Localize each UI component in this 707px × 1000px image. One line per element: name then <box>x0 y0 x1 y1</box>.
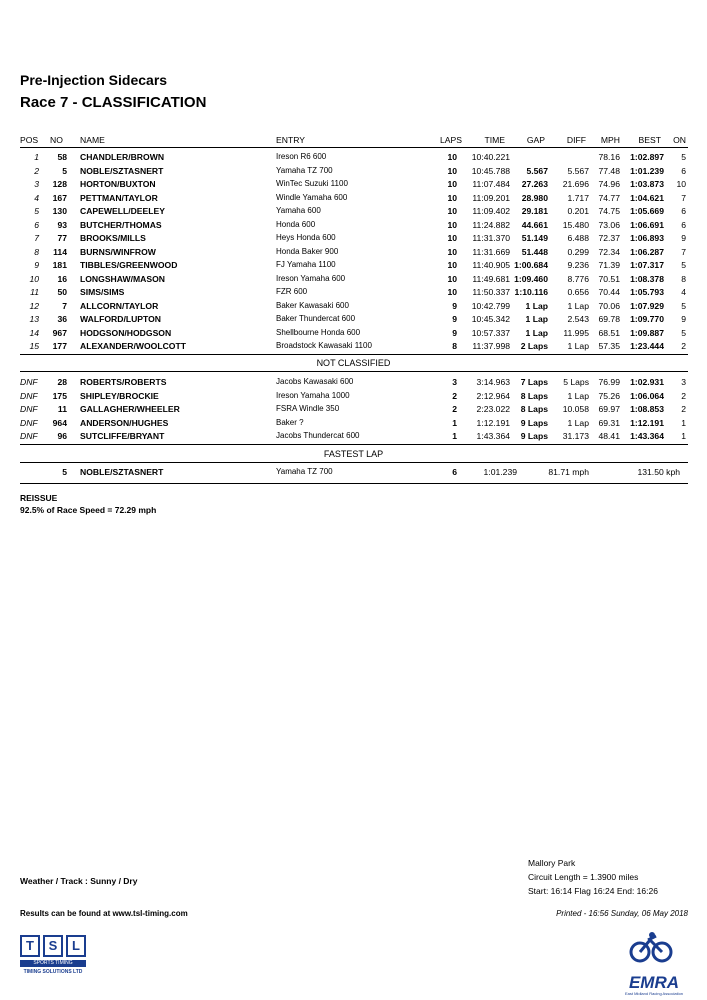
cell-gap: 7 Laps <box>520 377 548 387</box>
cell-diff: 5 Laps <box>563 377 589 387</box>
cell-on: 2 <box>681 341 686 351</box>
cell-mph: 48.41 <box>598 431 620 441</box>
table-row <box>0 418 707 431</box>
cell-on: 1 <box>681 417 686 428</box>
cell-no: 36 <box>57 314 67 324</box>
cell-gap: 8 Laps <box>520 390 548 401</box>
cell-entry: Shellbourne Honda 600 <box>276 327 361 337</box>
cell-best: 1:04.621 <box>630 192 664 203</box>
cell-time: 11:37.998 <box>472 341 510 351</box>
cell-mph: 70.06 <box>598 300 620 311</box>
cell-name: BUTCHER/THOMAS <box>80 219 162 230</box>
cell-best: 1:02.897 <box>630 152 664 162</box>
cell-time: 10:57.337 <box>471 327 510 338</box>
divider <box>20 462 688 463</box>
table-row <box>0 377 707 390</box>
cell-name: ALLCORN/TAYLOR <box>80 300 159 311</box>
cell-laps: 10 <box>447 165 457 176</box>
cell-name: LONGSHAW/MASON <box>80 273 165 284</box>
cell-on: 7 <box>681 246 686 257</box>
cell-on: 3 <box>681 377 686 387</box>
cell-gap: 2 Laps <box>520 341 548 351</box>
cell-entry: Ireson R6 600 <box>276 152 327 161</box>
cell-pos: 6 <box>34 219 39 230</box>
cell-best: 1:08.853 <box>630 404 664 414</box>
cell-diff: 1 Lap <box>567 300 589 311</box>
cell-entry: Baker Kawasaki 600 <box>276 300 349 310</box>
cell-laps: 10 <box>447 219 457 230</box>
cell-mph: 71.39 <box>598 260 620 270</box>
cell-name: PETTMAN/TAYLOR <box>80 192 158 203</box>
cell-time: 2:23.022 <box>476 404 510 414</box>
cell-time: 10:45.788 <box>471 165 510 176</box>
cell-time: 11:09.201 <box>472 192 510 203</box>
divider <box>20 354 688 355</box>
cell-time: 10:45.342 <box>471 314 510 324</box>
table-row <box>0 206 707 219</box>
cell-time: 1:43.364 <box>476 431 510 441</box>
tsl-sub: TIMING SOLUTIONS LTD <box>23 969 83 975</box>
cell-on: 4 <box>681 287 686 297</box>
fastest-name: NOBLE/SZTASNERT <box>80 467 164 477</box>
cell-pos: 4 <box>34 192 39 203</box>
cell-name: CHANDLER/BROWN <box>80 152 165 162</box>
fastest-lap-number: 6 <box>452 467 457 477</box>
divider <box>20 371 688 372</box>
cell-time: 10:40.221 <box>471 152 510 162</box>
cell-gap: 51.149 <box>521 233 548 243</box>
cell-entry: FZR 600 <box>276 287 308 296</box>
tsl-letter: L <box>66 935 86 957</box>
cell-mph: 68.51 <box>598 327 620 338</box>
weather-track: Weather / Track : Sunny / Dry <box>20 876 138 886</box>
cell-name: GALLAGHER/WHEELER <box>80 404 180 414</box>
cell-entry: Yamaha 600 <box>276 206 321 215</box>
cell-name: ROBERTS/ROBERTS <box>80 377 167 387</box>
cell-gap: 29.181 <box>521 206 548 216</box>
col-no: NO <box>50 135 63 145</box>
col-laps: LAPS <box>440 135 462 145</box>
cell-gap: 1:10.116 <box>514 287 548 297</box>
cell-entry: Ireson Yamaha 1000 <box>276 390 350 400</box>
cell-laps: 10 <box>447 273 457 284</box>
cell-entry: Yamaha TZ 700 <box>276 165 333 175</box>
cell-pos: DNF <box>20 431 38 441</box>
cell-no: 7 <box>62 300 67 311</box>
cell-mph: 72.34 <box>598 246 620 257</box>
cell-on: 6 <box>681 165 686 176</box>
table-row <box>0 193 707 206</box>
cell-diff: 9.236 <box>567 260 589 270</box>
cell-diff: 2.543 <box>567 314 589 324</box>
cell-no: 967 <box>52 327 67 338</box>
cell-on: 6 <box>681 206 686 216</box>
cell-gap: 44.661 <box>521 219 548 230</box>
cell-no: 177 <box>52 341 67 351</box>
cell-best: 1:06.064 <box>630 390 664 401</box>
cell-no: 11 <box>57 404 67 414</box>
cell-diff: 1 Lap <box>567 390 589 401</box>
cell-laps: 3 <box>452 377 457 387</box>
cell-gap: 1 Lap <box>525 314 548 324</box>
cell-on: 5 <box>681 300 686 311</box>
header-divider <box>20 147 688 148</box>
cell-no: 128 <box>52 179 67 189</box>
cell-entry: Jacobs Thundercat 600 <box>276 431 360 440</box>
col-diff: DIFF <box>566 135 586 145</box>
cell-pos: 8 <box>34 246 39 257</box>
cell-laps: 10 <box>447 260 457 270</box>
emra-logo <box>618 930 690 996</box>
cell-pos: DNF <box>20 377 38 387</box>
cell-pos: DNF <box>20 404 38 414</box>
cell-diff: 21.696 <box>562 179 589 189</box>
cell-entry: Windle Yamaha 600 <box>276 192 348 202</box>
table-row <box>0 179 707 192</box>
col-best: BEST <box>638 135 661 145</box>
cell-laps: 1 <box>452 431 457 441</box>
not-classified-label: NOT CLASSIFIED <box>316 358 391 368</box>
cell-no: 181 <box>52 260 67 270</box>
cell-entry: Honda 600 <box>276 219 316 229</box>
cell-pos: 1 <box>34 152 39 162</box>
cell-best: 1:23.444 <box>630 341 664 351</box>
cell-time: 11:31.370 <box>472 233 510 243</box>
cell-diff: 1 Lap <box>567 417 589 428</box>
cell-diff: 11.995 <box>563 327 589 338</box>
table-row <box>0 341 707 354</box>
cell-name: CAPEWELL/DEELEY <box>80 206 165 216</box>
cell-diff: 6.488 <box>567 233 589 243</box>
cell-best: 1:09.770 <box>630 314 664 324</box>
cell-diff: 10.058 <box>562 404 589 414</box>
cell-name: NOBLE/SZTASNERT <box>80 165 164 176</box>
cell-on: 8 <box>681 273 686 284</box>
cell-mph: 69.31 <box>598 417 620 428</box>
cell-diff: 0.201 <box>567 206 589 216</box>
cell-mph: 77.48 <box>598 165 620 176</box>
tsl-letter: T <box>20 935 40 957</box>
cell-no: 5 <box>62 165 67 176</box>
cell-laps: 1 <box>452 417 457 428</box>
table-row <box>0 404 707 417</box>
cell-no: 964 <box>52 417 67 428</box>
cell-pos: 13 <box>29 314 39 324</box>
cell-time: 3:14.963 <box>476 377 510 387</box>
cell-gap: 51.448 <box>521 246 548 257</box>
cell-name: HORTON/BUXTON <box>80 179 156 189</box>
cell-time: 11:40.905 <box>472 260 510 270</box>
fastest-kph: 131.50 kph <box>637 467 680 477</box>
cell-no: 28 <box>57 377 67 387</box>
cell-on: 6 <box>681 219 686 230</box>
col-name: NAME <box>80 135 105 145</box>
table-row <box>0 274 707 287</box>
cell-gap: 1:09.460 <box>514 273 548 284</box>
cell-best: 1:12.191 <box>630 417 664 428</box>
table-row <box>0 247 707 260</box>
cell-name: SIMS/SIMS <box>80 287 125 297</box>
cell-entry: Jacobs Kawasaki 600 <box>276 377 354 386</box>
col-gap: GAP <box>526 135 545 145</box>
cell-laps: 10 <box>447 287 457 297</box>
cell-pos: 11 <box>30 287 39 297</box>
motorcycle-icon <box>618 930 690 970</box>
cell-entry: Ireson Yamaha 600 <box>276 273 346 283</box>
cell-no: 16 <box>57 273 67 284</box>
col-mph: MPH <box>600 135 620 145</box>
cell-time: 11:50.337 <box>472 287 510 297</box>
cell-name: WALFORD/LUPTON <box>80 314 161 324</box>
circuit-length: Circuit Length = 1.3900 miles <box>528 872 639 882</box>
table-row <box>0 152 707 165</box>
race-title: Race 7 - CLASSIFICATION <box>20 94 207 111</box>
table-row <box>0 220 707 233</box>
cell-entry: Heys Honda 600 <box>276 233 336 242</box>
emra-sub: East Midland Racing Association <box>624 991 684 996</box>
cell-no: 96 <box>57 431 67 441</box>
cell-gap: 8 Laps <box>520 404 548 414</box>
cell-time: 1:12.191 <box>476 417 510 428</box>
cell-gap: 27.263 <box>521 179 548 189</box>
col-time: TIME <box>484 135 505 145</box>
cell-on: 2 <box>681 390 686 401</box>
cell-pos: 7 <box>34 233 39 243</box>
cell-laps: 10 <box>447 192 457 203</box>
fastest-no: 5 <box>62 467 67 477</box>
cell-on: 10 <box>676 179 686 189</box>
table-row <box>0 166 707 179</box>
cell-laps: 2 <box>452 390 457 401</box>
cell-gap: 1 Lap <box>525 300 548 311</box>
cell-entry: Baker Thundercat 600 <box>276 314 356 323</box>
col-entry: ENTRY <box>276 135 305 145</box>
cell-time: 11:24.882 <box>472 219 510 230</box>
cell-diff: 15.480 <box>562 219 589 230</box>
cell-on: 1 <box>681 431 686 441</box>
cell-time: 11:09.402 <box>472 206 510 216</box>
col-on: ON <box>673 135 686 145</box>
cell-gap: 9 Laps <box>520 431 548 441</box>
cell-mph: 70.51 <box>598 273 620 284</box>
emra-text: EMRA <box>628 973 680 992</box>
cell-name: HODGSON/HODGSON <box>80 327 172 338</box>
cell-diff: 1 Lap <box>567 341 589 351</box>
cell-laps: 10 <box>447 246 457 257</box>
cell-diff: 31.173 <box>562 431 589 441</box>
table-row <box>0 233 707 246</box>
cell-time: 2:12.964 <box>476 390 510 401</box>
cell-laps: 10 <box>447 233 457 243</box>
cell-entry: Baker ? <box>276 417 304 427</box>
cell-entry: FSRA Windle 350 <box>276 404 340 413</box>
cell-no: 175 <box>52 390 67 401</box>
cell-laps: 10 <box>447 206 457 216</box>
cell-no: 58 <box>57 152 67 162</box>
cell-no: 77 <box>57 233 67 243</box>
cell-time: 11:49.681 <box>472 273 510 284</box>
race-times: Start: 16:14 Flag 16:24 End: 16:26 <box>528 886 658 896</box>
cell-no: 93 <box>57 219 67 230</box>
table-row <box>0 391 707 404</box>
fastest-time: 1:01.239 <box>483 467 517 477</box>
divider <box>20 483 688 484</box>
cell-best: 1:03.873 <box>630 179 664 189</box>
cell-pos: 5 <box>34 206 39 216</box>
cell-on: 7 <box>681 192 686 203</box>
cell-laps: 10 <box>447 179 457 189</box>
cell-mph: 73.06 <box>598 219 620 230</box>
cell-entry: WinTec Suzuki 1100 <box>276 179 348 188</box>
cell-mph: 69.97 <box>598 404 620 414</box>
printed-timestamp: Printed - 16:56 Sunday, 06 May 2018 <box>556 909 688 918</box>
circuit-name: Mallory Park <box>528 858 576 868</box>
cell-gap: 1:00.684 <box>514 260 548 270</box>
cell-gap: 5.567 <box>526 165 548 176</box>
cell-on: 2 <box>681 404 686 414</box>
cell-best: 1:06.893 <box>630 233 664 243</box>
cell-on: 5 <box>681 260 686 270</box>
cell-time: 11:31.669 <box>472 246 510 257</box>
cell-pos: 15 <box>29 341 39 351</box>
cell-diff: 5.567 <box>567 165 589 176</box>
tsl-band: SPORTS TIMING <box>20 960 86 967</box>
cell-best: 1:05.793 <box>630 287 664 297</box>
cell-pos: 9 <box>34 260 39 270</box>
cell-no: 167 <box>52 192 67 203</box>
cell-pos: 14 <box>29 327 39 338</box>
cell-no: 50 <box>57 287 67 297</box>
cell-entry: Honda Baker 900 <box>276 246 339 256</box>
cell-name: TIBBLES/GREENWOOD <box>80 260 178 270</box>
cell-mph: 72.37 <box>598 233 620 243</box>
cell-mph: 74.96 <box>598 179 620 189</box>
cell-laps: 10 <box>447 152 457 162</box>
fastest-entry: Yamaha TZ 700 <box>276 467 333 476</box>
cell-on: 9 <box>681 314 686 324</box>
fastest-mph: 81.71 mph <box>548 467 589 477</box>
cell-time: 10:42.799 <box>471 300 510 311</box>
cell-mph: 70.44 <box>598 287 620 297</box>
race-speed-note: 92.5% of Race Speed = 72.29 mph <box>20 505 157 515</box>
cell-pos: DNF <box>20 417 38 428</box>
cell-name: SHIPLEY/BROCKIE <box>80 390 159 401</box>
cell-on: 5 <box>681 152 686 162</box>
table-row <box>0 260 707 273</box>
tsl-letter: S <box>43 935 63 957</box>
cell-pos: DNF <box>20 390 38 401</box>
cell-laps: 9 <box>452 327 457 338</box>
cell-name: ANDERSON/HUGHES <box>80 417 169 428</box>
cell-laps: 2 <box>452 404 457 414</box>
cell-best: 1:02.931 <box>630 377 664 387</box>
cell-gap: 1 Lap <box>525 327 548 338</box>
divider <box>20 444 688 445</box>
cell-no: 114 <box>53 246 67 257</box>
cell-diff: 0.656 <box>567 287 589 297</box>
cell-laps: 9 <box>452 314 457 324</box>
cell-no: 130 <box>52 206 67 216</box>
cell-name: BROOKS/MILLS <box>80 233 146 243</box>
cell-pos: 12 <box>29 300 39 311</box>
reissue-note: REISSUE <box>20 493 58 503</box>
cell-name: ALEXANDER/WOOLCOTT <box>80 341 186 351</box>
cell-best: 1:43.364 <box>630 431 664 441</box>
cell-on: 9 <box>681 233 686 243</box>
cell-mph: 75.26 <box>598 390 620 401</box>
cell-best: 1:07.317 <box>630 260 664 270</box>
cell-entry: FJ Yamaha 1100 <box>276 260 336 269</box>
cell-name: BURNS/WINFROW <box>80 246 156 257</box>
cell-mph: 76.99 <box>598 377 620 387</box>
cell-pos: 2 <box>34 165 39 176</box>
cell-best: 1:08.378 <box>630 273 664 284</box>
table-row <box>0 431 707 444</box>
cell-best: 1:06.691 <box>630 219 664 230</box>
cell-best: 1:07.929 <box>630 300 664 311</box>
cell-best: 1:05.669 <box>630 206 664 216</box>
cell-mph: 69.78 <box>598 314 620 324</box>
cell-mph: 78.16 <box>598 152 620 162</box>
cell-mph: 57.35 <box>598 341 620 351</box>
cell-on: 5 <box>681 327 686 338</box>
results-url: Results can be found at www.tsl-timing.com <box>20 909 188 918</box>
cell-laps: 8 <box>452 341 457 351</box>
table-row <box>0 328 707 341</box>
fastest-lap-label: FASTEST LAP <box>323 449 384 459</box>
cell-diff: 8.776 <box>567 273 589 284</box>
table-row <box>0 301 707 314</box>
cell-laps: 9 <box>452 300 457 311</box>
cell-gap: 9 Laps <box>520 417 548 428</box>
tsl-logo <box>20 935 86 975</box>
cell-best: 1:09.887 <box>630 327 664 338</box>
table-row <box>0 314 707 327</box>
col-pos: POS <box>20 135 39 145</box>
cell-time: 11:07.484 <box>472 179 510 189</box>
series-title: Pre-Injection Sidecars <box>20 72 168 88</box>
cell-diff: 0.299 <box>567 246 589 257</box>
cell-best: 1:06.287 <box>630 246 664 257</box>
table-row <box>0 287 707 300</box>
cell-name: SUTCLIFFE/BRYANT <box>80 431 165 441</box>
cell-best: 1:01.239 <box>630 165 664 176</box>
fastest-lap-row <box>0 467 707 480</box>
cell-gap: 28.980 <box>521 192 548 203</box>
cell-pos: 10 <box>29 273 39 284</box>
cell-mph: 74.77 <box>598 192 620 203</box>
cell-diff: 1.717 <box>567 192 589 203</box>
cell-mph: 74.75 <box>598 206 620 216</box>
cell-entry: Broadstock Kawasaki 1100 <box>276 341 372 350</box>
cell-pos: 3 <box>34 179 39 189</box>
